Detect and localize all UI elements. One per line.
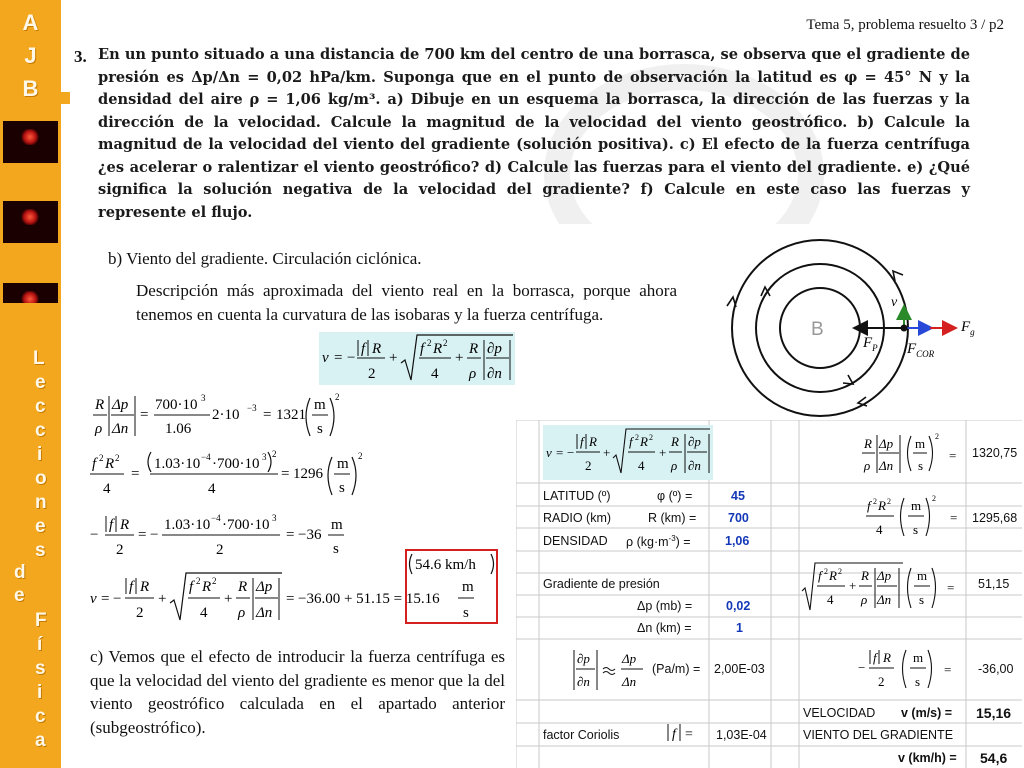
sym: −36 [298,527,322,543]
dp-value: 0,02 [726,599,751,613]
table-gradient-approx [571,642,655,697]
densidad-value: 1,06 [725,534,750,548]
sym: s [463,605,469,621]
sym: 1.03·10 [164,517,211,533]
densidad-symbol-base: ρ (kg·m [626,535,669,550]
sym: R [469,341,479,357]
sym: = [944,662,952,677]
sym: 3 [272,513,277,523]
sym: 2 [887,497,891,506]
sym: − [858,660,866,675]
sym: −4 [211,513,221,523]
densidad-exponent: -3 [668,534,676,543]
sidebar-letter: c [35,396,46,417]
sym: 2 [935,432,939,441]
section-b-heading: b) Viento del gradiente. Circulación ciclónica. [108,249,422,268]
sym: −36.00 + 51.15 = 15.16 [298,591,440,607]
fp-sub: P [872,343,878,353]
table-gradient-formula [543,425,713,480]
v-kmh-value: 54,6 [980,750,1008,766]
sym: R [589,434,597,449]
sym: 2 [878,674,885,689]
sym: ρ [238,605,246,621]
dn-symbol: Δn (km) = [637,621,692,635]
sidebar-thumbnail-1 [3,121,58,163]
coriolis-value: 1,03E-04 [716,728,767,742]
sym: 2 [358,451,363,461]
sym: R [202,579,212,595]
sym: = [947,580,955,595]
sym: − [150,527,159,543]
sym: + [389,350,398,366]
sym: 2 [427,338,432,348]
calculation-table [516,420,1022,768]
sym: f [672,727,676,742]
table-term-2 [864,490,966,545]
sym: 54.6 km/h [415,557,476,573]
sym: f [109,517,114,533]
densidad-label: DENSIDAD [543,534,608,548]
sym: Δn [877,592,892,607]
sym: 4 [208,481,216,497]
sym: m [913,650,924,665]
fp-label: F [863,335,873,351]
sym: − [567,445,575,460]
sym: 4 [200,605,208,621]
sym: s [915,674,921,689]
viento-label: VIENTO DEL GRADIENTE [803,728,954,742]
calculation-2 [88,447,388,505]
sym: Δp [877,568,892,583]
sym: m [911,498,922,513]
observation-point [901,325,908,332]
radio-symbol: R (km) = [648,511,697,525]
sym: s [333,541,339,557]
sym: f [873,650,877,665]
table-term-3 [799,558,966,618]
sym: ρ [671,458,678,473]
cyclone-diagram [715,236,975,422]
sym: 2 [635,433,639,442]
sym: v [546,445,552,460]
section-b-description: Descripción más aproximada del viento real en la borrasca, porque ahora tenemos en cuenta la curvatura de las isobaras y la fuerza centrífuga. [136,281,677,324]
sym: ∂n [577,674,590,689]
sym: 2 [272,449,277,459]
sym: Δn [256,605,273,621]
sym: v [90,591,97,607]
sym: + [158,591,167,607]
low-pressure-label: B [811,319,824,340]
sidebar-abbr-j: J [24,43,37,68]
v-ms-value: 15,16 [976,705,1012,721]
svg-text:FP [862,335,878,353]
gradient-value: 2,00E-03 [714,662,765,676]
sym: R [864,436,872,451]
sidebar-abbr-b: B [22,76,39,101]
fg-sub: g [970,327,975,337]
result-3-value: 51,15 [978,577,1010,591]
sym: 2 [196,576,201,586]
sym: Δp [879,436,894,451]
gradient-unit: (Pa/m) = [652,662,701,676]
sym: −3 [247,403,257,413]
sym: R [671,434,679,449]
sym: = [949,448,957,463]
gradient-wind-formula [319,332,515,385]
fcor-label: F [907,341,917,357]
sidebar-thumbnail-3 [3,283,58,303]
problem-text: En un punto situado a una distancia de 700 km del centro de una borrasca, se observa que el gradiente de presión es Δp/Δn = 0,02 hPa/km. Suponga que en el punto de observación la latitud es φ = 45° N y la densidad del aire ρ = 1,06 kg/m³. a) Dibuje en un esquema la borrasca, la dirección de las fuerzas y la dirección de la velocidad. Calcule la magnitud de la velocidad del viento geostrófico. b) Calcule la magnitud de la velocidad del viento del gradiente (solución positiva). c) El efecto de la fuerza centrífuga ¿es acelerar o ralentizar el viento geostrófico? d) Calcule las fuerzas para el viento del gradiente. e) ¿Qué significa la solución negativa de la velocidad del gradiente? f) Calcule en este caso las fuerzas y represente el flujo. [98,46,970,221]
problem-statement [74,44,972,224]
sym: Δn [879,458,894,473]
sym: Δn [112,421,129,437]
sym: 1.03·10 [154,456,201,472]
sym: 3 [262,452,267,462]
sym: 2·10 [212,407,240,423]
sym: − [347,350,356,366]
sym: ρ [469,366,477,382]
sym: v [322,350,329,366]
sym: + [603,445,611,460]
sym: = [685,727,693,742]
sym: Δp [112,397,129,413]
sym: 2 [368,366,376,382]
sym: 2 [932,494,936,503]
sidebar-letter: s [35,540,46,561]
sym: 2 [649,433,653,442]
sym: 2 [216,542,224,558]
sym: 2 [585,458,592,473]
latitud-symbol: φ (º) = [657,489,693,503]
sym: = [334,350,343,366]
sym: 4 [827,592,834,607]
sym: 1.06 [165,421,192,437]
sym: R [861,568,869,583]
gradiente-label: Gradiente de presión [543,577,660,591]
flow-arrow [893,271,903,281]
sym: 4 [431,366,439,382]
sym: R [140,579,150,595]
sym: ∂p [487,341,502,357]
sym: 4 [103,481,111,497]
sym: − [90,527,99,543]
v-kmh-label: v (km/h) = [898,751,957,765]
sym: ρ [864,458,871,473]
sym: 2 [443,338,448,348]
sym: = [281,466,290,482]
sidebar-letter: i [37,444,43,465]
sidebar-letter: e [14,585,25,606]
sym: R [372,341,382,357]
sym: 2 [136,605,144,621]
sidebar-letter: o [35,468,47,489]
sym: + [849,578,857,593]
coriolis-label: factor Coriolis [543,728,620,742]
sym: R [878,498,886,513]
sym: R [238,579,248,595]
sym: m [337,456,349,472]
sym: + [455,350,464,366]
sym: m [331,517,343,533]
sidebar-notch [58,92,70,104]
sym: ∂p [577,651,590,666]
sidebar-letter: L [33,348,45,369]
sym: − [113,591,122,607]
v-ms-label: v (m/s) = [901,706,953,720]
sym: = [263,407,272,423]
radio-label: RADIO (km) [543,511,612,525]
sym: 2 [212,576,217,586]
sym: = [286,591,295,607]
dp-symbol: Δp (mb) = [637,599,693,613]
sym: 2 [99,453,104,463]
sym: m [314,397,326,413]
dn-value: 1 [736,621,743,635]
sym: R [640,434,648,449]
section-c-text: c) Vemos que el efecto de introducir la fuerza centrífuga es que la velocidad del viento del gradiente es menor que la del viento geostrófico calculada en el apartado anterior (subgeostrófico). [90,647,505,737]
page-header: Tema 5, problema resuelto 3 / p2 [806,17,1004,33]
sym: s [317,421,323,437]
sym: R [120,517,130,533]
result-4-value: -36,00 [978,662,1014,676]
sym: f [629,434,633,449]
sym: 3 [201,393,206,403]
sym: ∂p [688,434,701,449]
sidebar-letter: F [35,610,47,631]
sym: m [915,436,926,451]
sidebar-abbr-a: A [22,10,39,35]
calculation-3 [88,508,368,566]
result-kmh [407,551,499,577]
flow-arrow [858,397,867,406]
sym: f [420,341,425,357]
sidebar-letter: s [35,658,46,679]
sym: R [105,456,115,472]
sym: 1321 [276,407,306,423]
sidebar-letter: e [35,372,46,393]
sym: 4 [638,458,645,473]
sidebar-letter: í [37,634,43,655]
sym: −4 [201,452,211,462]
sidebar-thumbnail-2 [3,201,58,243]
sym: Δp [256,579,273,595]
sym: = [101,591,110,607]
velocity-label: v [891,295,898,310]
fcor-sub: COR [916,349,935,359]
sym: = [556,445,564,460]
sym: = [140,407,149,423]
sidebar-letter: c [35,420,46,441]
sym: 2 [116,542,124,558]
sym: Δp [622,651,637,666]
sym: ∂n [688,458,701,473]
table-term-4 [856,642,966,697]
svg-text:Fg [960,319,975,337]
latitud-label: LATITUD (º) [543,489,611,503]
sym: + [224,591,233,607]
sidebar [0,0,61,768]
sym: 4 [876,522,883,537]
sym: 2 [873,497,877,506]
sidebar-letter: i [37,682,43,703]
densidad-symbol-close: ) = [675,535,691,550]
sym: f [189,579,194,595]
sym: R [95,397,105,413]
sym: Δn [622,674,637,689]
sym: = [131,466,140,482]
sym: s [919,592,925,607]
velocidad-label: VELOCIDAD [803,706,876,720]
latitud-value: 45 [731,489,745,503]
sym: f [361,341,366,357]
sym: s [339,480,345,496]
sidebar-letter: n [35,492,47,513]
sym: 2 [824,567,828,576]
flow-arrow [843,375,853,384]
sidebar-letter: d [14,562,26,583]
calculation-1 [92,388,352,446]
result-1-value: 1320,75 [972,446,1018,460]
sym: 2 [838,567,842,576]
sym: + [659,445,667,460]
sym: ·700·10 [212,456,260,472]
sym: m [462,579,474,595]
sidebar-letter: a [35,730,46,751]
sym: R [829,568,837,583]
sym: ∂n [487,366,502,382]
sym: ρ [861,592,868,607]
sym: f [580,434,584,449]
sym: = [138,527,147,543]
svg-text:FCOR [906,341,935,359]
fg-label: F [961,319,971,335]
sym: ρ [95,421,103,437]
table-term-1 [861,428,966,478]
sym: m [917,568,928,583]
sym: f [92,456,97,472]
densidad-symbol [626,534,691,549]
sym: f [129,579,134,595]
sym: s [918,458,924,473]
sym: 700·10 [155,397,198,413]
sym: ·700·10 [222,517,270,533]
sym: 2 [335,392,340,402]
sidebar-letter: e [35,516,46,537]
radio-value: 700 [728,511,749,525]
sym: = [286,527,295,543]
sym: = [950,510,958,525]
sidebar-letter: c [35,706,46,727]
table-coriolis-abs [664,721,704,745]
sym: R [883,650,891,665]
sym: s [913,522,919,537]
problem-number: 3. [74,47,87,66]
sym: R [433,341,443,357]
sym: f [818,568,822,583]
result-2-value: 1295,68 [972,511,1018,525]
sym: f [867,498,871,513]
sym: 2 [115,453,120,463]
sym: 1296 [293,466,323,482]
